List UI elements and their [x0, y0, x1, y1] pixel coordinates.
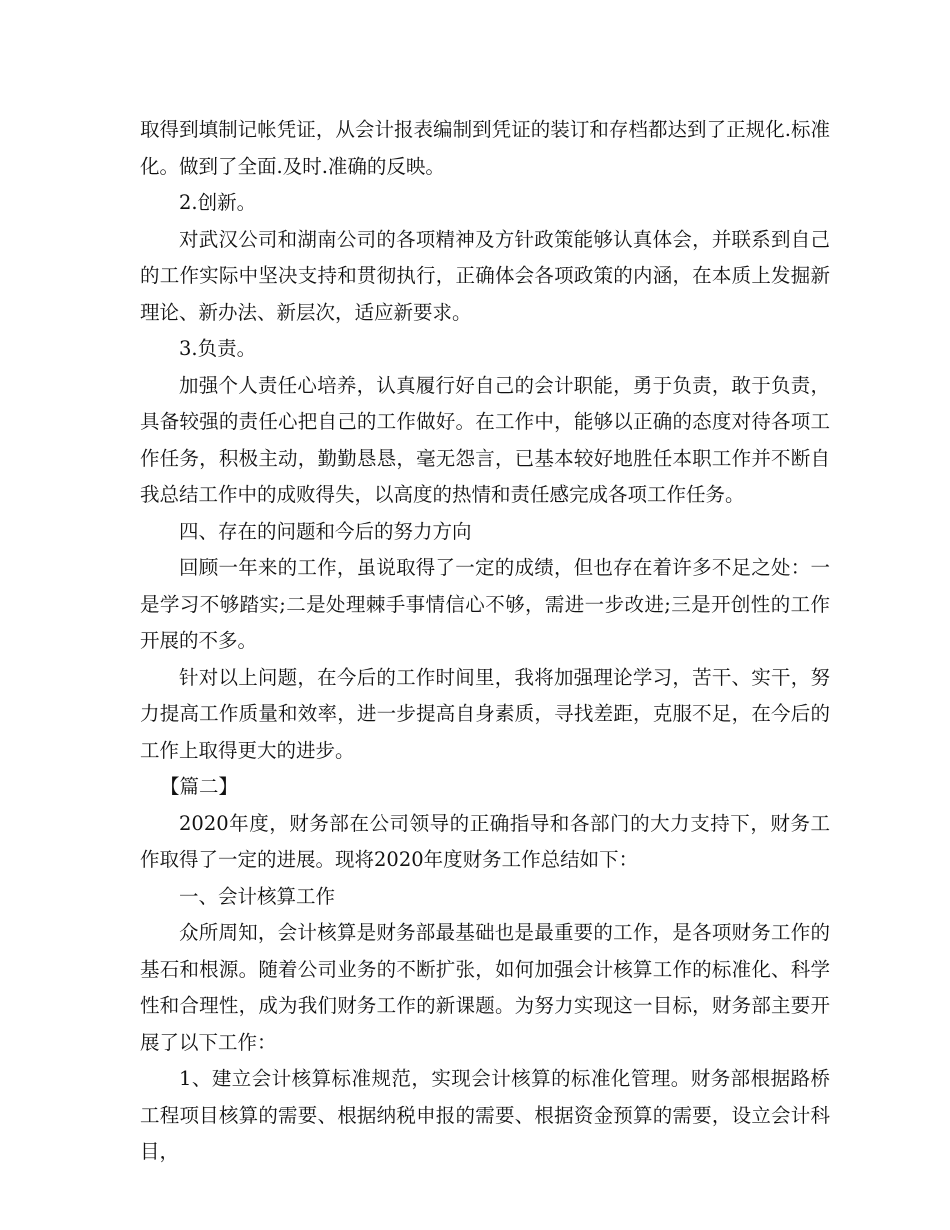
- paragraph-innovation: 对武汉公司和湖南公司的各项精神及方针政策能够认真体会，并联系到自己的工作实际中坚决支持和贯彻执行，正确体会各项政策的内涵，在本质上发掘新理论、新办法、新层次，适应新要求。: [140, 227, 830, 324]
- paragraph-standards: 1、建立会计核算标准规范，实现会计核算的标准化管理。财务部根据路桥工程项目核算的需要、根据纳税申报的需要、根据资金预算的需要，设立会计科目，: [140, 1067, 830, 1163]
- paragraph-1: 取得到填制记帐凭证，从会计报表编制到凭证的装订和存档都达到了正规化.标准化。做到了全面.及时.准确的反映。: [140, 118, 830, 178]
- article-heading-part-two: 【篇二】: [160, 775, 239, 798]
- paragraph-improvement: 针对以上问题，在今后的工作时间里，我将加强理论学习，苦干、实干，努力提高工作质量和效率，进一步提高自身素质，寻找差距，克服不足，在今后的工作上取得更大的进步。: [140, 665, 830, 762]
- paragraph-accounting: 众所周知，会计核算是财务部最基础也是最重要的工作，是各项财务工作的基石和根源。随着公司业务的不断扩张，如何加强会计核算工作的标准化、科学性和合理性，成为我们财务工作的新课题。为努力实现这一目标，财务部主要开展了以下工作：: [140, 921, 830, 1054]
- document-body: [140, 112, 830, 1171]
- section-heading-accounting: 一、会计核算工作: [179, 884, 336, 908]
- section-heading-innovation: 2.创新。: [179, 191, 257, 214]
- paragraph-review: 回顾一年来的工作，虽说取得了一定的成绩，但也存在着许多不足之处：一是学习不够踏实;二是处理棘手事情信心不够，需进一步改进;三是开创性的工作开展的不多。: [140, 556, 830, 652]
- section-heading-responsibility: 3.负责。: [179, 337, 257, 360]
- paragraph-responsibility: 加强个人责任心培养，认真履行好自己的会计职能，勇于负责，敢于负责，具备较强的责任心把自己的工作做好。在工作中，能够以正确的态度对待各项工作任务，积极主动，勤勤恳恳，毫无怨言，已基本较好地胜任本职工作并不断自我总结工作中的成败得失，以高度的热情和责任感完成各项工作任务。: [140, 373, 830, 506]
- section-heading-problems: 四、存在的问题和今后的努力方向: [179, 519, 472, 543]
- paragraph-intro-2020: 2020年度，财务部在公司领导的正确指导和各部门的大力支持下，财务工作取得了一定的进展。现将2020年度财务工作总结如下：: [140, 811, 830, 871]
